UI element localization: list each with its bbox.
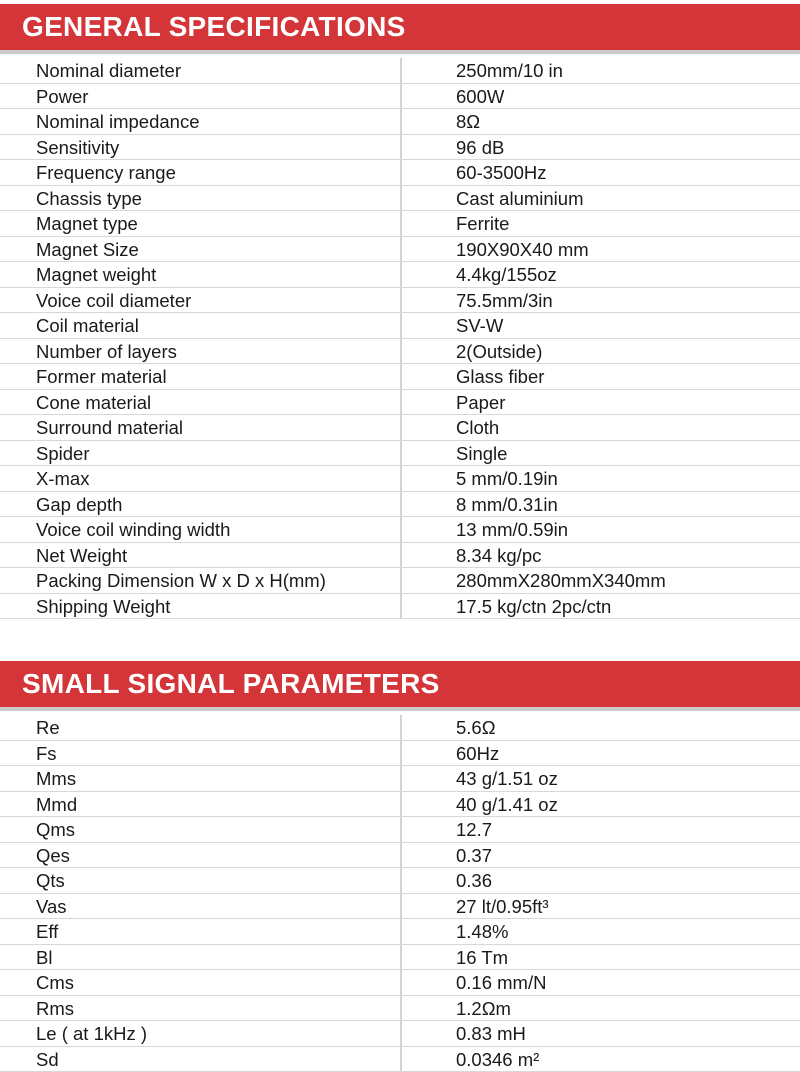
param-row — [0, 792, 800, 818]
spec-row — [0, 135, 800, 161]
spec-row — [0, 441, 800, 467]
spec-label: Voice coil winding width — [36, 517, 230, 542]
spec-row — [0, 109, 800, 135]
param-row — [0, 1021, 800, 1047]
small-signal-parameters-header: SMALL SIGNAL PARAMETERS — [0, 661, 800, 707]
spec-label: Net Weight — [36, 543, 127, 568]
spec-value: 250mm/10 in — [456, 58, 563, 83]
spec-label: Nominal diameter — [36, 58, 181, 83]
param-row — [0, 1047, 800, 1072]
param-row — [0, 766, 800, 792]
param-value: 0.83 mH — [456, 1021, 526, 1046]
spec-value: 60-3500Hz — [456, 160, 547, 185]
spec-label: X-max — [36, 466, 89, 491]
spec-value: 5 mm/0.19in — [456, 466, 558, 491]
spec-label: Magnet type — [36, 211, 138, 236]
param-row — [0, 945, 800, 971]
general-specifications-table — [0, 58, 800, 619]
spec-row — [0, 211, 800, 237]
param-value: 43 g/1.51 oz — [456, 766, 558, 791]
spec-value: SV-W — [456, 313, 503, 338]
spec-value: 13 mm/0.59in — [456, 517, 568, 542]
spec-value: 96 dB — [456, 135, 504, 160]
spec-value: 75.5mm/3in — [456, 288, 553, 313]
param-value: 0.0346 m² — [456, 1047, 539, 1072]
spec-row — [0, 390, 800, 416]
spec-row — [0, 568, 800, 594]
spec-value: 280mmX280mmX340mm — [456, 568, 666, 593]
spec-value: 8.34 kg/pc — [456, 543, 541, 568]
param-label: Bl — [36, 945, 52, 970]
param-row — [0, 919, 800, 945]
param-row — [0, 996, 800, 1022]
param-value: 27 lt/0.95ft³ — [456, 894, 549, 919]
param-row — [0, 817, 800, 843]
param-label: Sd — [36, 1047, 59, 1072]
spec-label: Chassis type — [36, 186, 142, 211]
spec-row — [0, 237, 800, 263]
param-label: Vas — [36, 894, 67, 919]
spec-value: Single — [456, 441, 507, 466]
param-label: Qes — [36, 843, 70, 868]
spec-row — [0, 466, 800, 492]
spec-value: Cast aluminium — [456, 186, 584, 211]
spec-label: Cone material — [36, 390, 151, 415]
param-label: Rms — [36, 996, 74, 1021]
param-label: Fs — [36, 741, 57, 766]
spec-row — [0, 58, 800, 84]
spec-row — [0, 84, 800, 110]
spec-label: Coil material — [36, 313, 139, 338]
spec-label: Magnet weight — [36, 262, 156, 287]
spec-label: Magnet Size — [36, 237, 139, 262]
spec-label: Former material — [36, 364, 167, 389]
param-label: Re — [36, 715, 60, 740]
spec-value: Paper — [456, 390, 505, 415]
spec-value: Ferrite — [456, 211, 509, 236]
spec-row — [0, 186, 800, 212]
spec-value: Glass fiber — [456, 364, 544, 389]
spec-row — [0, 364, 800, 390]
spec-row — [0, 492, 800, 518]
param-value: 12.7 — [456, 817, 492, 842]
param-label: Mms — [36, 766, 76, 791]
spec-row — [0, 415, 800, 441]
param-row — [0, 741, 800, 767]
spec-row — [0, 160, 800, 186]
spec-label: Sensitivity — [36, 135, 119, 160]
param-value: 1.2Ωm — [456, 996, 511, 1021]
param-label: Qts — [36, 868, 65, 893]
param-row — [0, 970, 800, 996]
small-signal-parameters-table — [0, 715, 800, 1072]
param-value: 1.48% — [456, 919, 508, 944]
spec-row — [0, 594, 800, 620]
spec-value: 8 mm/0.31in — [456, 492, 558, 517]
param-value: 5.6Ω — [456, 715, 496, 740]
param-row — [0, 715, 800, 741]
param-label: Qms — [36, 817, 75, 842]
spec-row — [0, 262, 800, 288]
spec-label: Frequency range — [36, 160, 176, 185]
param-value: 0.37 — [456, 843, 492, 868]
general-specifications-section — [0, 4, 800, 619]
spec-label: Shipping Weight — [36, 594, 170, 619]
small-signal-parameters-section — [0, 661, 800, 1072]
spec-label: Power — [36, 84, 88, 109]
spec-value: 8Ω — [456, 109, 480, 134]
spec-label: Nominal impedance — [36, 109, 200, 134]
spec-value: Cloth — [456, 415, 499, 440]
general-specifications-header: GENERAL SPECIFICATIONS — [0, 4, 800, 50]
spec-row — [0, 339, 800, 365]
spec-label: Surround material — [36, 415, 183, 440]
param-label: Mmd — [36, 792, 77, 817]
spec-value: 190X90X40 mm — [456, 237, 589, 262]
spec-row — [0, 517, 800, 543]
param-label: Eff — [36, 919, 58, 944]
param-row — [0, 894, 800, 920]
spec-row — [0, 543, 800, 569]
param-value: 40 g/1.41 oz — [456, 792, 558, 817]
spec-row — [0, 313, 800, 339]
param-label: Le ( at 1kHz ) — [36, 1021, 147, 1046]
spec-label: Packing Dimension W x D x H(mm) — [36, 568, 326, 593]
spec-value: 600W — [456, 84, 504, 109]
param-value: 16 Tm — [456, 945, 508, 970]
param-value: 0.36 — [456, 868, 492, 893]
spec-row — [0, 288, 800, 314]
spec-value: 2(Outside) — [456, 339, 542, 364]
param-row — [0, 843, 800, 869]
param-row — [0, 868, 800, 894]
param-value: 60Hz — [456, 741, 499, 766]
param-value: 0.16 mm/N — [456, 970, 546, 995]
spec-value: 4.4kg/155oz — [456, 262, 557, 287]
spec-label: Spider — [36, 441, 89, 466]
spec-value: 17.5 kg/ctn 2pc/ctn — [456, 594, 611, 619]
param-label: Cms — [36, 970, 74, 995]
spec-label: Voice coil diameter — [36, 288, 191, 313]
spec-label: Gap depth — [36, 492, 122, 517]
spec-label: Number of layers — [36, 339, 177, 364]
